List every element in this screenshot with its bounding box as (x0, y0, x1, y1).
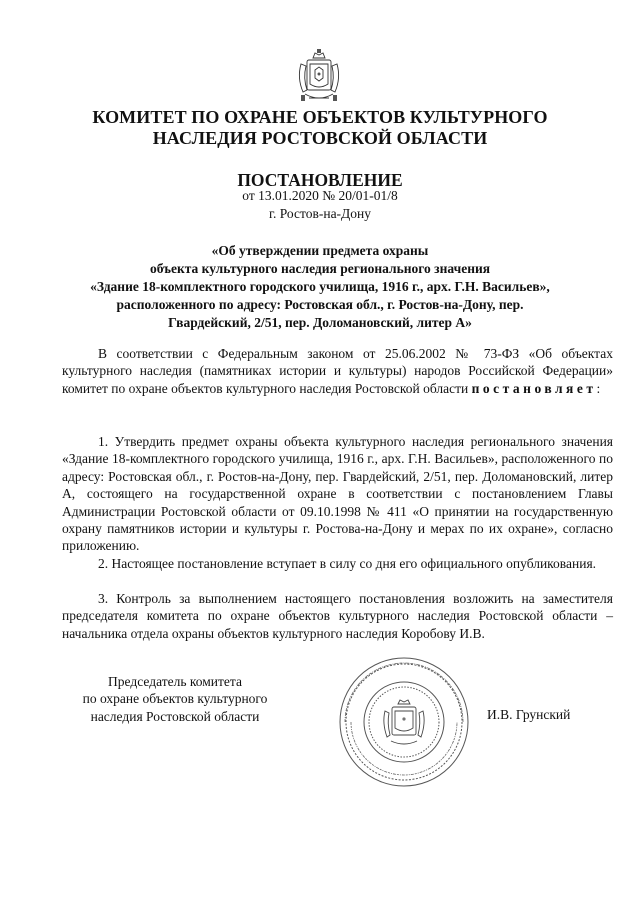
item-2-text: 2. Настоящее постановление вступает в силу со дня его официального опубликования. (98, 556, 597, 571)
position-line-3: наследия Ростовской области (90, 708, 260, 724)
item-3-paragraph (62, 590, 613, 642)
signatory-position (60, 673, 290, 725)
official-seal-icon (337, 655, 471, 789)
item-2-paragraph (62, 555, 613, 572)
committee-name (60, 107, 580, 149)
date-number: от 13.01.2020 № 20/01-01/8 (242, 188, 398, 203)
item-1-paragraph (62, 433, 613, 555)
position-line-1: Председатель комитета (108, 674, 242, 689)
subject-line-2: объекта культурного наследия регионального значения (149, 261, 491, 276)
document-subject (62, 242, 578, 332)
item-1-text: 1. Утвердить предмет охраны объекта культурного наследия регионального значения «Здание 18-комплектного городского училища, 1916 г., арх. Г.Н. Васильев», расположенного по адресу: Ростовская обл., г. Ростов-на-Дону, пер. Гвардейский, 2/51, пер. Доломановский, литер А, состоящего на государственной охране в соответствии с постановлением Главы Администрации Ростовской области от 09.10.1998 № 411 «О принятии на государственную охрану памятников истории и культуры г. Ростова-на-Дону и мерах по их охране», согласно приложению. (62, 434, 613, 554)
resolves-colon: : (596, 380, 601, 396)
intro-paragraph (62, 345, 613, 397)
subject-line-4: расположенного по адресу: Ростовская обл., г. Ростов-на-Дону, пер. (116, 297, 524, 312)
item-3-text: 3. Контроль за выполнением настоящего постановления возложить на заместителя председателя комитета по охране объектов культурного наследия Ростовской области – начальника отдела охраны объектов культурного наследия Коробову И.В. (62, 591, 613, 641)
coat-of-arms-icon (293, 48, 345, 106)
position-line-2: по охране объектов культурного (82, 691, 268, 707)
subject-line-1: «Об утверждении предмета охраны (211, 243, 429, 258)
committee-line-1: КОМИТЕТ ПО ОХРАНЕ ОБЪЕКТОВ КУЛЬТУРНОГО (92, 107, 548, 127)
resolves-word: постановляет (471, 380, 597, 396)
intro-text: В соответствии с Федеральным законом от 25.06.2002 № 73-ФЗ «Об объектах культурного наследия (памятниках истории и культуры) народов Российской Федерации» комитет по охране объектов культурного наследия Ростовской области (62, 346, 613, 396)
document-type: ПОСТАНОВЛЕНИЕ (237, 170, 403, 190)
place: г. Ростов-на-Дону (268, 206, 371, 221)
signatory-name: И.В. Грунский (487, 707, 571, 722)
document-meta (60, 187, 580, 223)
committee-line-2: НАСЛЕДИЯ РОСТОВСКОЙ ОБЛАСТИ (152, 128, 488, 148)
subject-line-3: «Здание 18-комплектного городского училища, 1916 г., арх. Г.Н. Васильев», (90, 279, 550, 294)
subject-line-5: Гвардейский, 2/51, пер. Доломановский, литер А» (168, 315, 472, 330)
